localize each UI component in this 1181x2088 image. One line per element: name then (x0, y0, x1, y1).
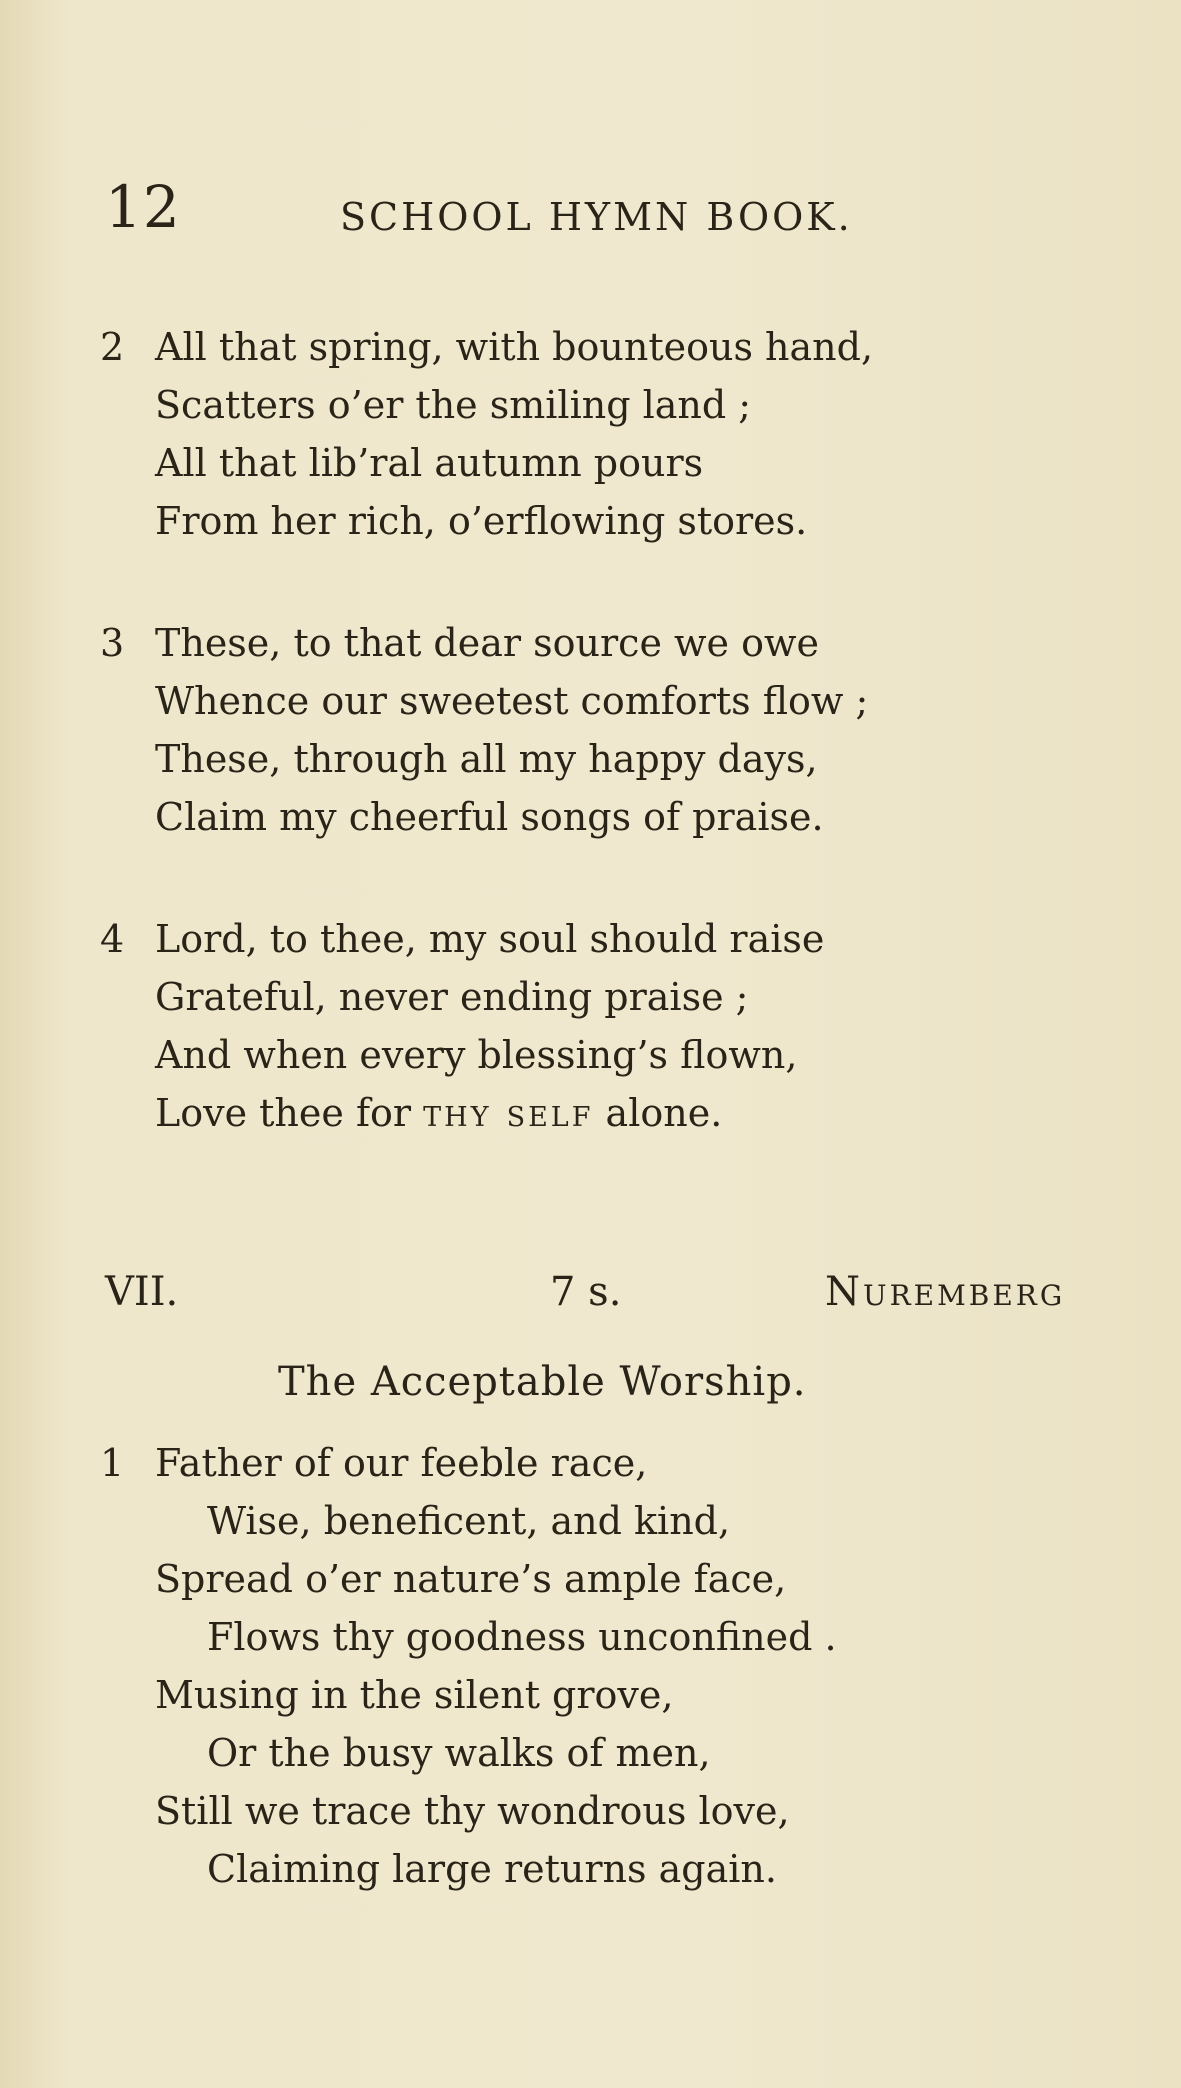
verse-text: And when every blessing’s flown, (155, 1033, 798, 1077)
hymn-meter: 7 s. (550, 1269, 622, 1315)
verse-line (100, 492, 1100, 550)
verse-line (100, 1492, 1100, 1550)
hymn-title: The Acceptable Worship. (278, 1359, 807, 1405)
verse-text: Spread o’er nature’s ample face, (155, 1557, 787, 1601)
stanza-number: 1 (100, 1441, 125, 1485)
page-header (105, 173, 1105, 248)
verse-text: These, through all my happy days, (155, 737, 818, 781)
hymn-heading (105, 1262, 1115, 1322)
verse-line (100, 1608, 1100, 1666)
verse-text (155, 1084, 722, 1142)
verse-text: These, to that dear source we owe (155, 621, 819, 665)
verse-line (100, 318, 1100, 376)
verse-text-before: Love thee for (155, 1091, 424, 1135)
verse-text: Still we trace thy wondrous love, (155, 1789, 790, 1833)
verse-line (100, 1782, 1100, 1840)
stanza-number: 4 (100, 917, 125, 961)
verse-line (100, 672, 1100, 730)
hymn-stanza-1 (100, 1434, 1100, 1898)
stanza-number: 3 (100, 621, 125, 665)
stanza-2 (100, 318, 1100, 550)
page-number: 12 (105, 173, 181, 241)
verse-text: Whence our sweetest comforts flow ; (155, 679, 869, 723)
verse-text: All that spring, with bounteous hand, (155, 325, 874, 369)
verse-text: Scatters o’er the smiling land ; (155, 383, 752, 427)
small-caps-phrase: thy self (423, 1091, 594, 1135)
hymn-numeral: VII. (105, 1269, 179, 1315)
verse-text: All that lib’ral autumn pours (155, 441, 704, 485)
verse-line (100, 1084, 1100, 1142)
verse-text: Claim my cheerful songs of praise. (155, 795, 824, 839)
verse-text: Father of our feeble race, (155, 1441, 648, 1485)
verse-text: Claiming large returns again. (207, 1847, 777, 1891)
verse-text: Lord, to thee, my soul should raise (155, 917, 825, 961)
verse-line (100, 968, 1100, 1026)
verse-text-after: alone. (593, 1091, 723, 1135)
verse-line (100, 434, 1100, 492)
verse-line (100, 614, 1100, 672)
verse-text: Or the busy walks of men, (207, 1731, 711, 1775)
running-title: SCHOOL HYMN BOOK. (340, 195, 853, 239)
stanza-4 (100, 910, 1100, 1142)
verse-text: Grateful, never ending praise ; (155, 975, 749, 1019)
verse-line (100, 1550, 1100, 1608)
verse-line (100, 1724, 1100, 1782)
verse-line (100, 910, 1100, 968)
verse-line (100, 788, 1100, 846)
stanza-number: 2 (100, 325, 125, 369)
verse-text: Wise, beneficent, and kind, (207, 1499, 731, 1543)
verse-line (100, 1840, 1100, 1898)
stanza-3 (100, 614, 1100, 846)
verse-line (100, 1666, 1100, 1724)
verse-text: From her rich, o’erflowing stores. (155, 499, 808, 543)
verse-line (100, 730, 1100, 788)
verse-line (100, 376, 1100, 434)
verse-line (100, 1434, 1100, 1492)
hymn-tune: Nuremberg (825, 1269, 1066, 1315)
verse-text: Flows thy goodness unconfined . (207, 1615, 837, 1659)
verse-text: Musing in the silent grove, (155, 1673, 674, 1717)
verse-line (100, 1026, 1100, 1084)
